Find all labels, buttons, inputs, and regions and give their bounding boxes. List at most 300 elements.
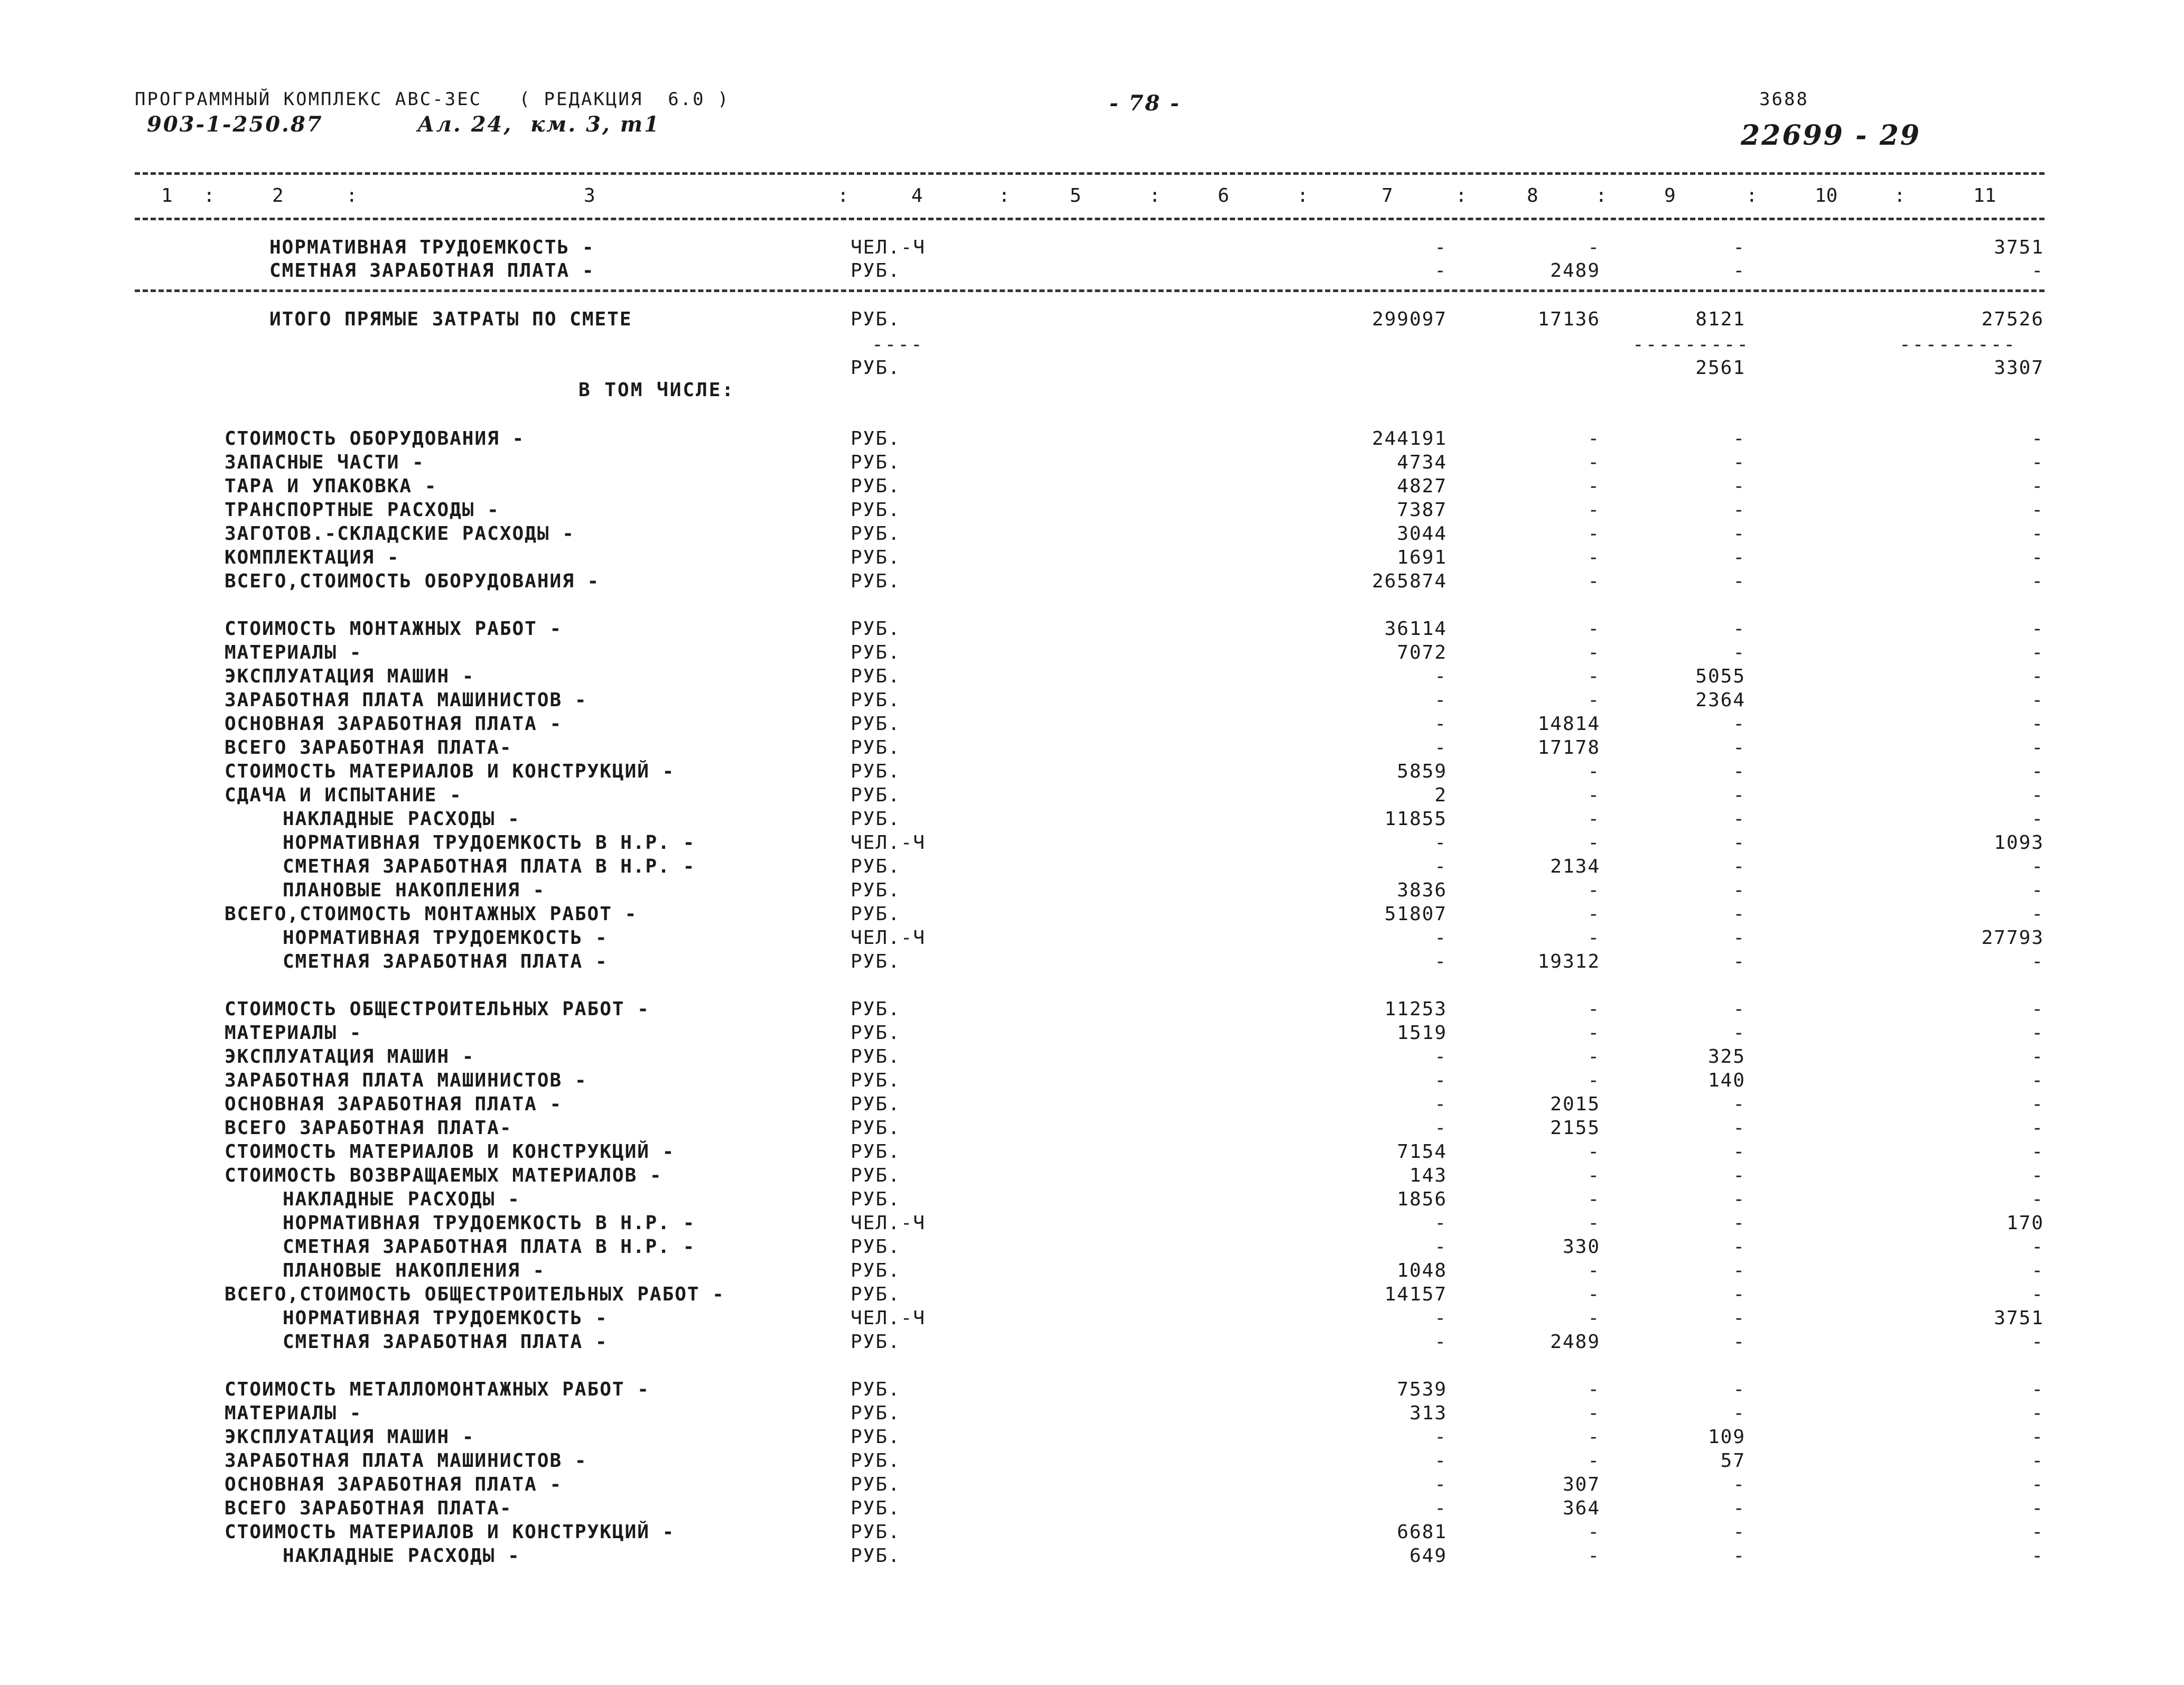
row-unit: РУБ. xyxy=(851,1450,901,1472)
column-9-value: 57 xyxy=(1720,1450,1746,1472)
column-8-value: - xyxy=(1588,903,1600,925)
column-7-value: - xyxy=(1434,260,1447,282)
column-header-2: 2 xyxy=(272,185,284,207)
column-7-value: - xyxy=(1434,1070,1447,1091)
column-9-value: - xyxy=(1733,1497,1746,1519)
row-unit: РУБ. xyxy=(851,737,901,759)
column-8-value: - xyxy=(1588,1165,1600,1186)
table-row xyxy=(0,1474,2184,1496)
column-8-value: - xyxy=(1588,642,1600,663)
column-7-value: 5859 xyxy=(1397,761,1447,782)
column-separator: : xyxy=(1894,185,1906,207)
row-label: ЗАГОТОВ.-СКЛАДСКИЕ РАСХОДЫ - xyxy=(225,523,575,545)
row-label: НАКЛАДНЫЕ РАСХОДЫ - xyxy=(283,1188,520,1210)
column-9-value: - xyxy=(1733,475,1746,497)
row-label: НАКЛАДНЫЕ РАСХОДЫ - xyxy=(283,1545,520,1567)
row-label: СМЕТНАЯ ЗАРАБОТНАЯ ПЛАТА - xyxy=(283,951,608,972)
row-label: ПЛАНОВЫЕ НАКОПЛЕНИЯ - xyxy=(283,879,546,901)
row-unit: РУБ. xyxy=(851,1379,901,1400)
column-9-value: - xyxy=(1733,452,1746,473)
column-9-value: - xyxy=(1733,642,1746,663)
table-row xyxy=(0,499,2184,521)
column-7-value: - xyxy=(1434,1307,1447,1329)
row-label: ЗАРАБОТНАЯ ПЛАТА МАШИНИСТОВ - xyxy=(225,689,587,711)
column-11-value: - xyxy=(2031,618,2044,640)
column-8-value: - xyxy=(1588,428,1600,450)
table-row xyxy=(0,1284,2184,1306)
column-7-value: - xyxy=(1434,832,1447,854)
column-11-value: - xyxy=(2031,547,2044,568)
table-row xyxy=(0,570,2184,593)
row-unit: РУБ. xyxy=(851,856,901,877)
column-11-value: - xyxy=(2031,452,2044,473)
column-7-value: - xyxy=(1434,1236,1447,1258)
column-separator: : xyxy=(998,185,1010,207)
row-unit: РУБ. xyxy=(851,808,901,830)
column-11-value: - xyxy=(2031,879,2044,901)
row-label: ВСЕГО,СТОИМОСТЬ ОБОРУДОВАНИЯ - xyxy=(225,570,600,592)
column-separator: : xyxy=(1595,185,1607,207)
document-number: 22699 - 29 xyxy=(1741,119,1921,152)
column-11-value: - xyxy=(2031,761,2044,782)
column-7-value: - xyxy=(1434,737,1447,759)
column-header-6: 6 xyxy=(1218,185,1229,207)
column-9-value: - xyxy=(1733,499,1746,521)
column-11-value: - xyxy=(2031,1497,2044,1519)
column-9-value: - xyxy=(1733,951,1746,972)
row-label: ТАРА И УПАКОВКА - xyxy=(225,475,437,497)
column-8-value: - xyxy=(1588,452,1600,473)
column-8-value: - xyxy=(1588,237,1600,258)
column-8-value: - xyxy=(1588,927,1600,949)
column-9-value: - xyxy=(1733,428,1746,450)
row-unit: РУБ. xyxy=(851,1545,901,1567)
column-7-value: 1691 xyxy=(1397,547,1447,568)
row-unit: РУБ. xyxy=(851,308,901,330)
column-8-value: - xyxy=(1588,761,1600,782)
row-unit: РУБ. xyxy=(851,260,901,282)
column-9-value: - xyxy=(1733,237,1746,258)
table-row xyxy=(0,260,2184,282)
column-11-value: - xyxy=(2031,903,2044,925)
row-label: НОРМАТИВНАЯ ТРУДОЕМКОСТЬ В Н.Р. - xyxy=(283,832,696,854)
row-unit: ЧЕЛ.-Ч xyxy=(851,927,926,949)
row-label: ВСЕГО ЗАРАБОТНАЯ ПЛАТА- xyxy=(225,737,512,759)
table-row xyxy=(0,1426,2184,1448)
column-9-value: 325 xyxy=(1707,1046,1746,1068)
table-row xyxy=(0,784,2184,807)
table-row xyxy=(0,737,2184,759)
column-separator: : xyxy=(203,185,215,207)
column-7-value: - xyxy=(1434,1331,1447,1353)
column-9-value: - xyxy=(1733,1284,1746,1305)
column-9-value: - xyxy=(1733,903,1746,925)
row-label: СМЕТНАЯ ЗАРАБОТНАЯ ПЛАТА - xyxy=(269,260,595,282)
column-7-value: - xyxy=(1434,1046,1447,1068)
column-8-value: - xyxy=(1588,1307,1600,1329)
table-row xyxy=(0,1450,2184,1472)
row-label: СДАЧА И ИСПЫТАНИЕ - xyxy=(225,784,462,806)
column-9-value: - xyxy=(1733,547,1746,568)
subtotal-dash-col11: --------- xyxy=(1899,334,2017,355)
column-11-value: - xyxy=(2031,642,2044,663)
column-9-value: - xyxy=(1733,1141,1746,1163)
row-label: ЗАПАСНЫЕ ЧАСТИ - xyxy=(225,452,425,473)
row-label: НОРМАТИВНАЯ ТРУДОЕМКОСТЬ - xyxy=(269,237,595,258)
table-top-rule xyxy=(135,172,2045,175)
column-separator: : xyxy=(1455,185,1467,207)
row-unit: РУБ. xyxy=(851,1165,901,1186)
row-label: ПЛАНОВЫЕ НАКОПЛЕНИЯ - xyxy=(283,1260,546,1281)
column-8-value: 330 xyxy=(1562,1236,1600,1258)
column-11-value: 3751 xyxy=(1994,1307,2044,1329)
column-8-value: - xyxy=(1588,1284,1600,1305)
column-7-value: 51807 xyxy=(1384,903,1447,925)
row-label: МАТЕРИАЛЫ - xyxy=(225,1402,362,1424)
column-11-value: - xyxy=(2031,1521,2044,1543)
column-9-value: 109 xyxy=(1707,1426,1746,1448)
row-unit: РУБ. xyxy=(851,1331,901,1353)
column-7-value: 649 xyxy=(1409,1545,1447,1567)
column-9-value: - xyxy=(1733,1093,1746,1115)
table-row xyxy=(0,523,2184,545)
column-8-value: - xyxy=(1588,1022,1600,1044)
table-row xyxy=(0,1046,2184,1068)
table-row xyxy=(0,1379,2184,1401)
column-11-value: - xyxy=(2031,1260,2044,1281)
column-9-value: - xyxy=(1733,856,1746,877)
row-label: ВСЕГО,СТОИМОСТЬ МОНТАЖНЫХ РАБОТ - xyxy=(225,903,638,925)
column-11-value: 3751 xyxy=(1994,237,2044,258)
row-unit: РУБ. xyxy=(851,1022,901,1044)
column-7-value: 3836 xyxy=(1397,879,1447,901)
row-label: СТОИМОСТЬ МОНТАЖНЫХ РАБОТ - xyxy=(225,618,563,640)
column-9-value: - xyxy=(1733,1022,1746,1044)
row-label: СМЕТНАЯ ЗАРАБОТНАЯ ПЛАТА - xyxy=(283,1331,608,1353)
table-row xyxy=(0,1236,2184,1258)
column-11-value: 27526 xyxy=(1981,308,2044,330)
row-unit: РУБ. xyxy=(851,1117,901,1139)
column-7-value: 2 xyxy=(1434,784,1447,806)
row-unit: РУБ. xyxy=(851,1284,901,1305)
column-separator: : xyxy=(1149,185,1161,207)
column-11-value: - xyxy=(2031,784,2044,806)
row-label: СТОИМОСТЬ МЕТАЛЛОМОНТАЖНЫХ РАБОТ - xyxy=(225,1379,650,1400)
column-8-value: 2155 xyxy=(1550,1117,1600,1139)
row-label: МАТЕРИАЛЫ - xyxy=(225,1022,362,1044)
column-9-value: 8121 xyxy=(1695,308,1746,330)
table-row xyxy=(0,856,2184,878)
row-unit: ЧЕЛ.-Ч xyxy=(851,237,926,258)
column-header-10: 10 xyxy=(1815,185,1838,207)
row-unit: РУБ. xyxy=(851,428,901,450)
table-row xyxy=(0,951,2184,973)
row-label: ЗАРАБОТНАЯ ПЛАТА МАШИНИСТОВ - xyxy=(225,1070,587,1091)
column-7-value: 36114 xyxy=(1384,618,1447,640)
column-11-value: - xyxy=(2031,998,2044,1020)
column-8-value: - xyxy=(1588,1402,1600,1424)
row-unit: РУБ. xyxy=(851,666,901,687)
column-8-value: - xyxy=(1588,1521,1600,1543)
column-8-value: - xyxy=(1588,784,1600,806)
column-9-value: - xyxy=(1733,570,1746,592)
column-8-value: - xyxy=(1588,499,1600,521)
page-number: - 78 - xyxy=(1109,91,1181,116)
column-8-value: 2489 xyxy=(1550,1331,1600,1353)
column-8-value: - xyxy=(1588,832,1600,854)
row-label: СТОИМОСТЬ МАТЕРИАЛОВ И КОНСТРУКЦИЙ - xyxy=(225,761,675,782)
column-11-value: - xyxy=(2031,570,2044,592)
column-7-value: 4827 xyxy=(1397,475,1447,497)
row-label: ЭКСПЛУАТАЦИЯ МАШИН - xyxy=(225,1046,475,1068)
column-7-value: 11253 xyxy=(1384,998,1447,1020)
column-7-value: 7387 xyxy=(1397,499,1447,521)
table-row xyxy=(0,761,2184,783)
row-unit: РУБ. xyxy=(851,1260,901,1281)
column-8-value: - xyxy=(1588,1141,1600,1163)
table-row xyxy=(0,1402,2184,1425)
row-unit: РУБ. xyxy=(851,951,901,972)
column-11-value: - xyxy=(2031,856,2044,877)
column-9-value: - xyxy=(1733,737,1746,759)
column-8-value: - xyxy=(1588,689,1600,711)
row-label: ОСНОВНАЯ ЗАРАБОТНАЯ ПЛАТА - xyxy=(225,1093,563,1115)
column-11-value: 1093 xyxy=(1994,832,2044,854)
table-row xyxy=(0,689,2184,712)
column-header-8: 8 xyxy=(1527,185,1538,207)
column-8-value: - xyxy=(1588,1379,1600,1400)
table-row xyxy=(0,452,2184,474)
row-unit: РУБ. xyxy=(851,1474,901,1495)
row-label: ОСНОВНАЯ ЗАРАБОТНАЯ ПЛАТА - xyxy=(225,1474,563,1495)
row-label: ТРАНСПОРТНЫЕ РАСХОДЫ - xyxy=(225,499,500,521)
column-11-value: - xyxy=(2031,1474,2044,1495)
row-unit: РУБ. xyxy=(851,689,901,711)
row-unit: РУБ. xyxy=(851,1497,901,1519)
subtotal-dash-unit: ---- xyxy=(872,334,924,355)
row-unit: ЧЕЛ.-Ч xyxy=(851,1212,926,1234)
row-label: ВСЕГО ЗАРАБОТНАЯ ПЛАТА- xyxy=(225,1117,512,1139)
column-11-value: - xyxy=(2031,1165,2044,1186)
column-7-value: 244191 xyxy=(1371,428,1447,450)
column-8-value: - xyxy=(1588,1070,1600,1091)
table-row xyxy=(0,1497,2184,1520)
row-unit: РУБ. xyxy=(851,570,901,592)
table-row xyxy=(0,1165,2184,1187)
column-header-11: 11 xyxy=(1973,185,1996,207)
row-label: ЭКСПЛУАТАЦИЯ МАШИН - xyxy=(225,666,475,687)
column-11-value: - xyxy=(2031,713,2044,735)
column-separator: : xyxy=(1746,185,1758,207)
table-row xyxy=(0,547,2184,569)
row-label: КОМПЛЕКТАЦИЯ - xyxy=(225,547,400,568)
column-7-value: - xyxy=(1434,1212,1447,1234)
column-11-value: - xyxy=(2031,1070,2044,1091)
column-11-value: - xyxy=(2031,1022,2044,1044)
column-7-value: 313 xyxy=(1409,1402,1447,1424)
row-unit: РУБ. xyxy=(851,998,901,1020)
column-8-value: - xyxy=(1588,1545,1600,1567)
table-row xyxy=(0,1331,2184,1353)
row-label: НОРМАТИВНАЯ ТРУДОЕМКОСТЬ В Н.Р. - xyxy=(283,1212,696,1234)
row-unit: РУБ. xyxy=(851,618,901,640)
column-7-value: 7539 xyxy=(1397,1379,1447,1400)
column-7-value: - xyxy=(1434,1497,1447,1519)
column-7-value: - xyxy=(1434,1450,1447,1472)
row-label: СМЕТНАЯ ЗАРАБОТНАЯ ПЛАТА В Н.Р. - xyxy=(283,1236,696,1258)
column-9-value: 5055 xyxy=(1695,666,1746,687)
column-11-value: - xyxy=(2031,666,2044,687)
column-11-value: 3307 xyxy=(1994,357,2044,379)
column-9-value: - xyxy=(1733,1331,1746,1353)
column-11-value: - xyxy=(2031,1331,2044,1353)
column-7-value: 4734 xyxy=(1397,452,1447,473)
column-11-value: - xyxy=(2031,1402,2044,1424)
column-11-value: - xyxy=(2031,1545,2044,1567)
column-8-value: - xyxy=(1588,523,1600,545)
column-11-value: - xyxy=(2031,1284,2044,1305)
column-7-value: - xyxy=(1434,237,1447,258)
table-row xyxy=(0,1141,2184,1163)
column-7-value: - xyxy=(1434,1117,1447,1139)
row-unit: РУБ. xyxy=(851,1236,901,1258)
column-8-value: 17178 xyxy=(1537,737,1600,759)
column-11-value: - xyxy=(2031,1093,2044,1115)
column-7-value: 11855 xyxy=(1384,808,1447,830)
document-number-top: 3688 xyxy=(1759,89,1809,110)
row-label: НАКЛАДНЫЕ РАСХОДЫ - xyxy=(283,808,520,830)
row-unit: РУБ. xyxy=(851,784,901,806)
column-7-value: 1856 xyxy=(1397,1188,1447,1210)
column-7-value: 265874 xyxy=(1371,570,1447,592)
table-row xyxy=(0,927,2184,949)
table-row xyxy=(0,808,2184,830)
table-row xyxy=(0,642,2184,664)
column-9-value: - xyxy=(1733,713,1746,735)
table-row xyxy=(0,1212,2184,1234)
table-row xyxy=(0,998,2184,1021)
column-7-value: - xyxy=(1434,713,1447,735)
column-8-value: 364 xyxy=(1562,1497,1600,1519)
column-8-value: - xyxy=(1588,1426,1600,1448)
column-7-value: - xyxy=(1434,856,1447,877)
column-7-value: 3044 xyxy=(1397,523,1447,545)
row-unit: РУБ. xyxy=(851,642,901,663)
sheet-note: Ал. 24, км. 3, т1 xyxy=(417,112,660,137)
column-8-value: - xyxy=(1588,666,1600,687)
in-that-number-subheader: В ТОМ ЧИСЛЕ: xyxy=(578,379,735,401)
column-11-value: - xyxy=(2031,1236,2044,1258)
column-8-value: - xyxy=(1588,1260,1600,1281)
column-9-value: - xyxy=(1733,1402,1746,1424)
row-unit: РУБ. xyxy=(851,1141,901,1163)
row-label: СТОИМОСТЬ МАТЕРИАЛОВ И КОНСТРУКЦИЙ - xyxy=(225,1521,675,1543)
row-label: СТОИМОСТЬ ОБЩЕСТРОИТЕЛЬНЫХ РАБОТ - xyxy=(225,998,650,1020)
row-unit: РУБ. xyxy=(851,499,901,521)
column-11-value: - xyxy=(2031,1426,2044,1448)
table-row xyxy=(0,879,2184,902)
row-label: ИТОГО ПРЯМЫЕ ЗАТРАТЫ ПО СМЕТЕ xyxy=(269,308,632,330)
project-code: 903-1-250.87 xyxy=(147,112,323,137)
column-9-value: - xyxy=(1733,927,1746,949)
column-9-value: - xyxy=(1733,808,1746,830)
column-11-value: 170 xyxy=(2006,1212,2044,1234)
row-unit: РУБ. xyxy=(851,1046,901,1068)
column-9-value: - xyxy=(1733,1521,1746,1543)
column-11-value: - xyxy=(2031,428,2044,450)
row-unit: РУБ. xyxy=(851,1426,901,1448)
row-unit: РУБ. xyxy=(851,1402,901,1424)
table-row xyxy=(0,1117,2184,1139)
column-11-value: - xyxy=(2031,1141,2044,1163)
column-7-value: - xyxy=(1434,927,1447,949)
table-row xyxy=(0,1521,2184,1543)
column-7-value: - xyxy=(1434,666,1447,687)
column-7-value: - xyxy=(1434,1426,1447,1448)
column-7-value: - xyxy=(1434,1093,1447,1115)
program-title: ПРОГРАММНЫЙ КОМПЛЕКС АВС-ЗЕС ( РЕДАКЦИЯ 6.0 ) xyxy=(135,89,730,110)
column-9-value: - xyxy=(1733,998,1746,1020)
column-9-value: - xyxy=(1733,1307,1746,1329)
row-label: НОРМАТИВНАЯ ТРУДОЕМКОСТЬ - xyxy=(283,1307,608,1329)
column-11-value: - xyxy=(2031,475,2044,497)
table-row xyxy=(0,1093,2184,1116)
row-label: ВСЕГО ЗАРАБОТНАЯ ПЛАТА- xyxy=(225,1497,512,1519)
row-label: ЭКСПЛУАТАЦИЯ МАШИН - xyxy=(225,1426,475,1448)
table-row xyxy=(0,1260,2184,1282)
row-unit: РУБ. xyxy=(851,761,901,782)
column-7-value: - xyxy=(1434,951,1447,972)
table-row xyxy=(0,832,2184,854)
row-unit: РУБ. xyxy=(851,1188,901,1210)
column-header-9: 9 xyxy=(1664,185,1676,207)
column-8-value: 17136 xyxy=(1537,308,1600,330)
table-row xyxy=(0,357,2184,379)
table-row xyxy=(0,713,2184,735)
column-7-value: 1048 xyxy=(1397,1260,1447,1281)
table-row xyxy=(0,903,2184,925)
column-9-value: - xyxy=(1733,1236,1746,1258)
column-9-value: - xyxy=(1733,1379,1746,1400)
row-unit: РУБ. xyxy=(851,879,901,901)
column-header-1: 1 xyxy=(161,185,173,207)
column-9-value: - xyxy=(1733,523,1746,545)
row-unit: РУБ. xyxy=(851,475,901,497)
column-separator: : xyxy=(837,185,849,207)
row-unit: РУБ. xyxy=(851,1521,901,1543)
table-row xyxy=(0,666,2184,688)
column-9-value: - xyxy=(1733,1545,1746,1567)
table-row xyxy=(0,618,2184,640)
column-9-value: - xyxy=(1733,260,1746,282)
subtotal-dash-col9: --------- xyxy=(1632,334,1750,355)
table-row xyxy=(0,1022,2184,1044)
table-row xyxy=(0,308,2184,331)
column-8-value: - xyxy=(1588,998,1600,1020)
row-unit: РУБ. xyxy=(851,1093,901,1115)
column-9-value: - xyxy=(1733,1212,1746,1234)
column-8-value: - xyxy=(1588,475,1600,497)
column-9-value: - xyxy=(1733,879,1746,901)
column-7-value: 7154 xyxy=(1397,1141,1447,1163)
column-9-value: - xyxy=(1733,1188,1746,1210)
table-row xyxy=(0,428,2184,450)
column-11-value: - xyxy=(2031,951,2044,972)
table-row xyxy=(0,1070,2184,1092)
column-8-value: 2134 xyxy=(1550,856,1600,877)
column-7-value: 299097 xyxy=(1371,308,1447,330)
column-8-value: - xyxy=(1588,1450,1600,1472)
